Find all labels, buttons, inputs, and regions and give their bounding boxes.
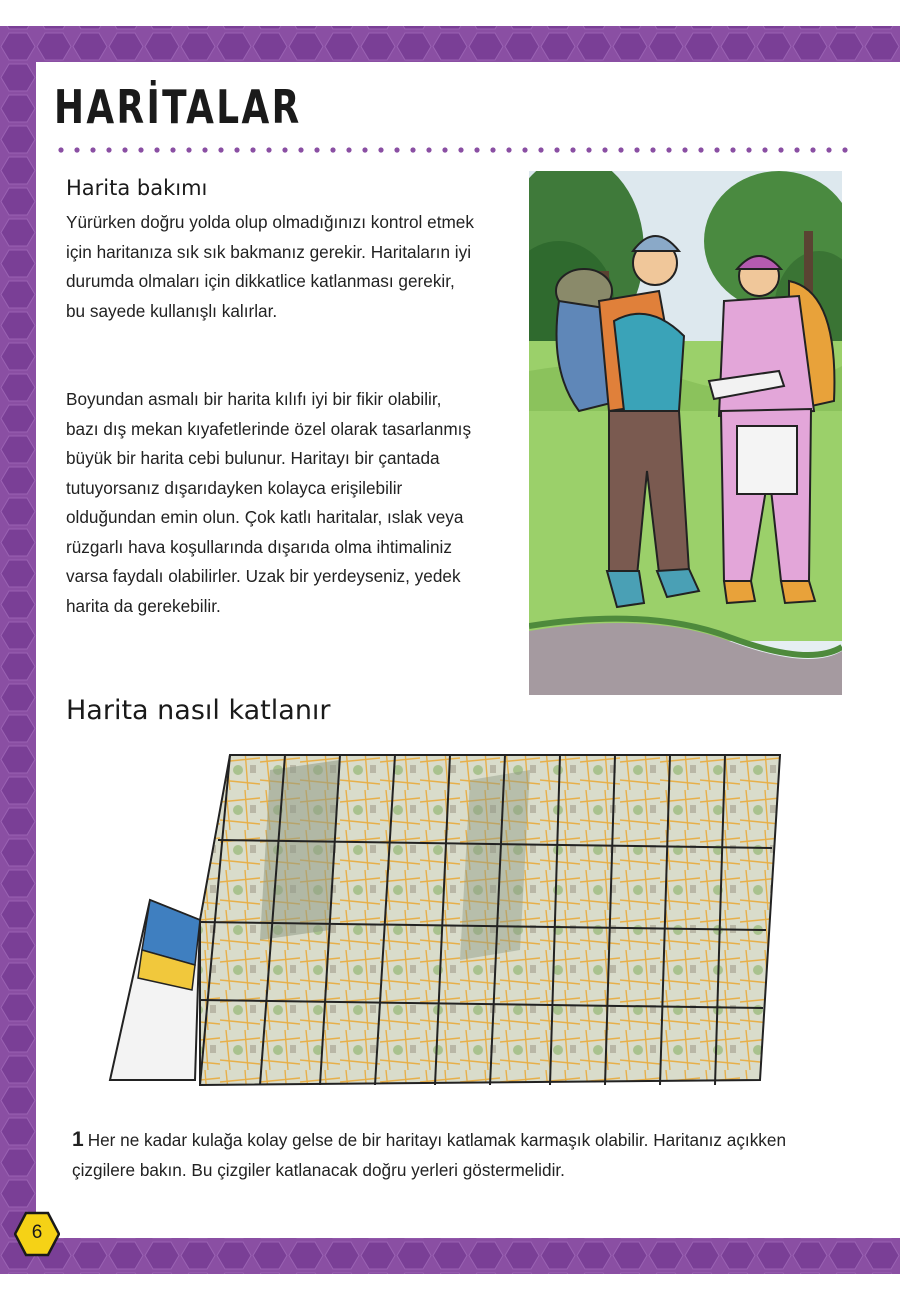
dotted-divider	[58, 145, 858, 155]
step-number: 1	[72, 1128, 84, 1151]
step-text: Her ne kadar kulağa kolay gelse de bir haritayı katlamak karmaşık olabilir. Haritanız açıkken çizgilere bakın. Bu çizgiler katlanacak doğru yerleri göstermelidir.	[72, 1130, 787, 1180]
paragraph-map-care-intro: Yürürken doğru yolda olup olmadığınızı kontrol etmek için haritanıza sık sık bakmanız gerekir. Haritaların iyi durumda olmaları için dikkatlice katlanması gerekir, bu sayede kullanışlı kalırlar.	[66, 212, 474, 321]
page-number: 6	[31, 1222, 43, 1243]
section-heading-map-care: Harita bakımı	[66, 176, 208, 200]
unfolded-folding-map-image	[100, 750, 790, 1100]
paragraph-map-case-advice: Boyundan asmalı bir harita kılıfı iyi bir fikir olabilir, bazı dış mekan kıyafetlerinde özel olarak tasarlanmış büyük bir harita cebi bulunur. Haritayı bir çantada tutuyorsanız dışarıdayken kolayca erişilebilir olduğundan emin olun. Çok katlı haritalar, ıslak veya rüzgarlı hava koşullarında dışarıda olma ihtimaliniz varsa faydalı olabilirler. Uzak bir yerdeyseniz, yedek harita da gerekebilir.	[66, 389, 472, 616]
page-title: HARİTALAR	[54, 80, 302, 134]
fold-step-1	[72, 1125, 792, 1185]
page-number-badge	[14, 1211, 60, 1257]
hikers-reading-map-illustration	[529, 171, 842, 695]
section-heading-how-to-fold: Harita nasıl katlanır	[66, 695, 331, 726]
